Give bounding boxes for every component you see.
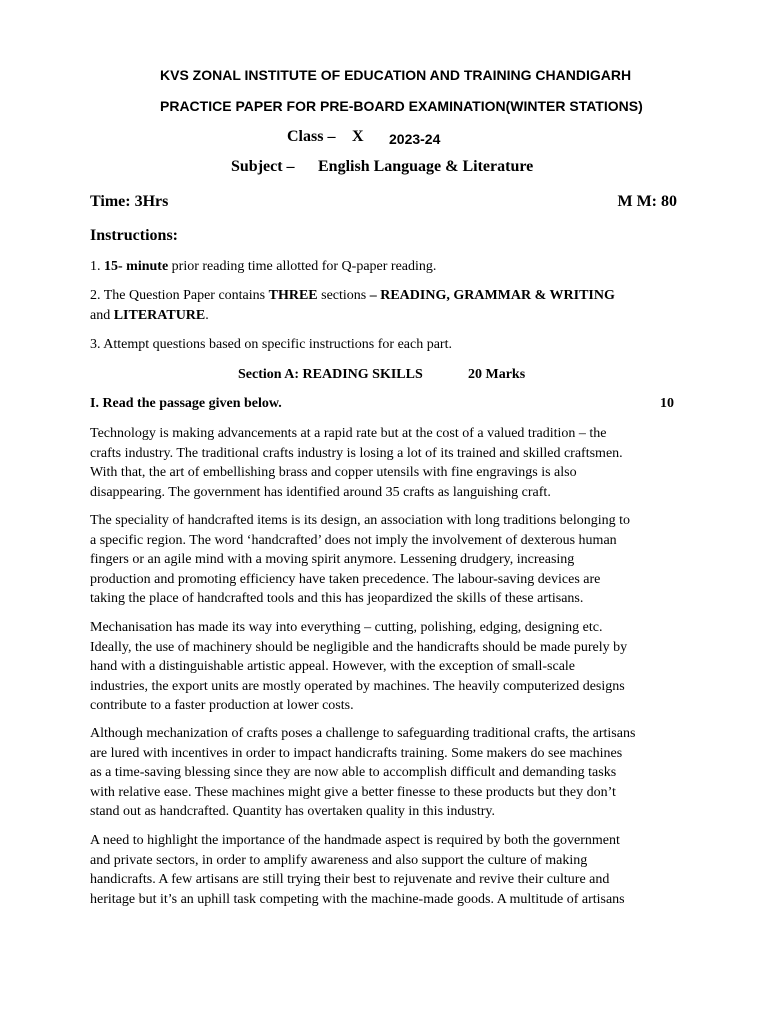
passage-line: handicrafts. A few artisans are still trying their best to rejuvenate and revive their culture and (90, 872, 610, 887)
instruction-text: sections (317, 288, 370, 303)
passage-paragraph-2 (90, 511, 630, 609)
passage-line: The speciality of handcrafted items is its design, an association with long traditions belonging to (90, 513, 631, 528)
passage-paragraph-4 (90, 724, 635, 822)
passage-line: with relative ease. These machines might give a better finesse to these products but they don’t (90, 784, 616, 800)
passage-line: are lured with incentives in order to impact handicrafts training. Some makers do see machines (90, 745, 623, 761)
passage-line: Although mechanization of crafts poses a challenge to safeguarding traditional crafts, the artisans (90, 726, 636, 741)
instruction-emphasis: THREE (268, 288, 318, 303)
passage-line: Ideally, the use of machinery should be negligible and the handicrafts should be made purely by (90, 639, 628, 655)
passage-line: a specific region. The word ‘handcrafted’ does not imply the involvement of dexterous human (90, 532, 617, 548)
passage-line: A need to highlight the importance of the handmade aspect is required by both the government (90, 833, 620, 848)
passage-line: and private sectors, in order to amplify awareness and also support the culture of making (90, 852, 588, 868)
passage-line: contribute to a faster production at lower costs. (90, 698, 354, 713)
session-year: 2023-24 (389, 131, 441, 147)
passage-line: industries, the export units are mostly operated by machines. The heavily computerized designs (90, 678, 625, 694)
paper-title: PRACTICE PAPER FOR PRE-BOARD EXAMINATION(WINTER STATIONS) (160, 98, 643, 114)
instruction-text: prior reading time allotted for Q-paper reading. (168, 259, 437, 274)
passage-paragraph-1 (90, 424, 623, 502)
instructions-heading: Instructions: (90, 227, 179, 244)
instruction-item-2-line-1 (90, 286, 615, 306)
instruction-emphasis: LITERATURE (113, 307, 206, 323)
instruction-item-3: 3. Attempt questions based on specific instructions for each part. (90, 337, 452, 352)
passage-line: heritage but it’s an uphill task competing with the machine-made goods. A multitude of artisans (90, 891, 625, 907)
instruction-text: 2. The Question Paper contains (90, 288, 269, 303)
subject-label: Subject – (231, 158, 295, 175)
subject-value: English Language & Literature (318, 158, 534, 175)
max-marks: M M: 80 (617, 193, 677, 210)
passage-line: disappearing. The government has identified around 35 crafts as languishing craft. (90, 484, 551, 500)
passage-line: production and promoting efficiency have taken precedence. The labour-saving devices are (90, 571, 601, 587)
class-label: Class – (287, 128, 336, 145)
question-label: I. Read the passage given below. (90, 396, 282, 411)
passage-line: fingers or an agile mind with a moving spirit anymore. Lessening drudgery, increasing (90, 552, 575, 567)
institute-name: KVS ZONAL INSTITUTE OF EDUCATION AND TRAINING CHANDIGARH (160, 67, 632, 83)
instruction-item-2-line-2 (90, 306, 615, 326)
passage-line: Mechanisation has made its way into everything – cutting, polishing, edging, designing etc. (90, 620, 603, 635)
instruction-item-2 (90, 286, 615, 325)
passage-line: crafts industry. The traditional crafts industry is losing a lot of its trained and skilled craftsmen. (90, 445, 623, 461)
passage-line: as a time-saving blessing since they are now able to accomplish difficult and demanding tasks (90, 765, 617, 780)
passage-line: stand out as handcrafted. Quantity has overtaken quality in this industry. (90, 804, 496, 819)
section-title: Section A: READING SKILLS (238, 367, 423, 382)
instruction-number: 1. (90, 259, 104, 274)
passage-line: taking the place of handcrafted tools and this has jeopardized the skills of these artisans. (90, 591, 584, 606)
instruction-emphasis: – READING, GRAMMAR & WRITING (369, 288, 615, 303)
question-marks: 10 (660, 396, 674, 411)
section-marks: 20 Marks (468, 367, 526, 382)
passage-paragraph-3 (90, 618, 627, 716)
instruction-item-1 (90, 257, 436, 277)
instruction-text: . (205, 307, 209, 323)
passage-paragraph-5 (90, 831, 625, 909)
instruction-emphasis: 15- minute (104, 259, 169, 274)
class-value: X (352, 128, 364, 145)
passage-line: hand with a distinguishable artistic appeal. However, with the exception of small-scale (90, 659, 576, 674)
time-allowed: Time: 3Hrs (90, 193, 169, 210)
instruction-text: and (90, 307, 114, 323)
passage-line: With that, the art of embellishing brass and copper utensils with fine engravings is also (90, 465, 577, 480)
passage-line: Technology is making advancements at a rapid rate but at the cost of a valued tradition – the (90, 426, 607, 441)
